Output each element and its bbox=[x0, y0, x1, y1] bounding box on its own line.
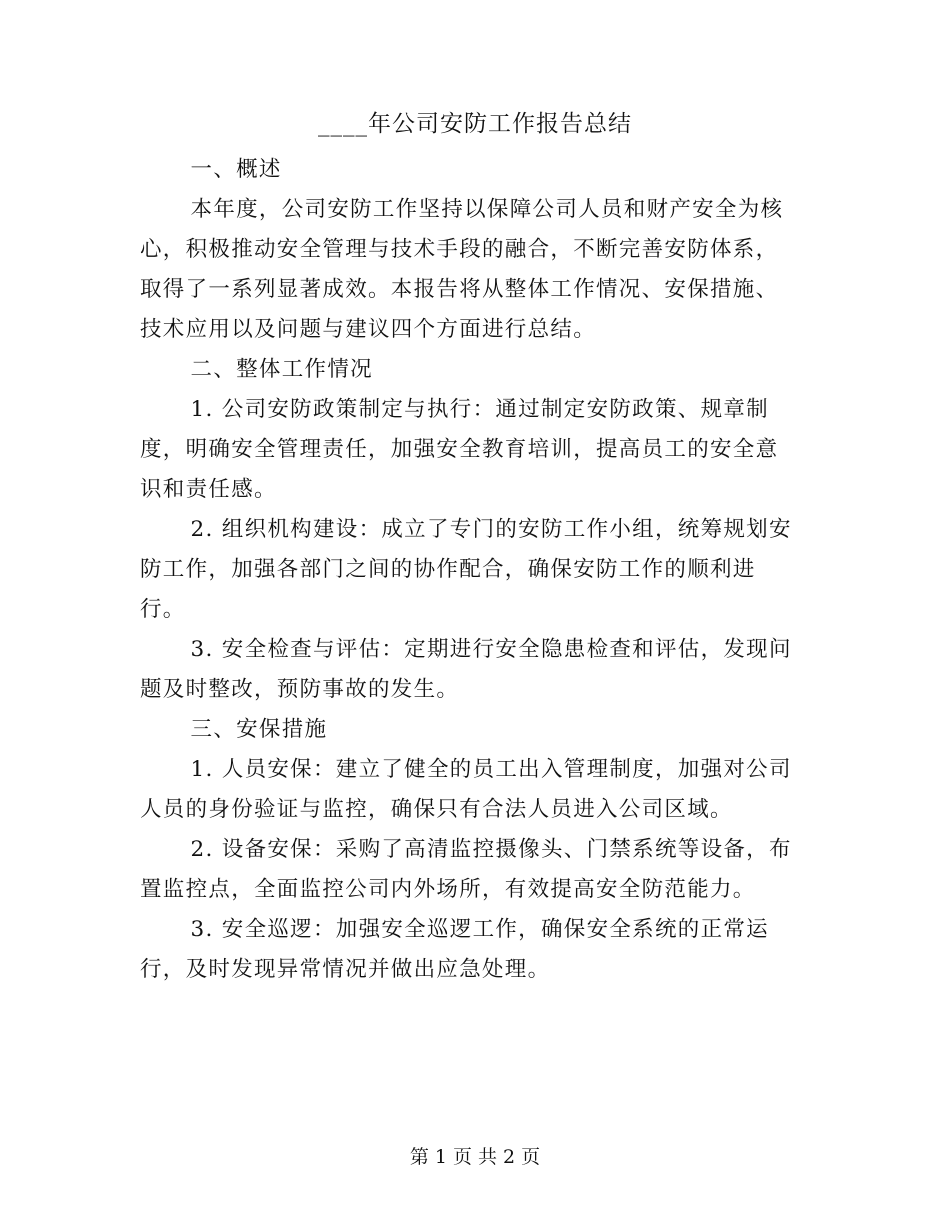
text-line: 人员的身份验证与监控，确保只有合法人员进入公司区域。 bbox=[140, 797, 733, 822]
text-line: 1. 人员安保：建立了健全的员工出入管理制度，加强对公司 bbox=[190, 757, 792, 782]
text-line: 2. 组织机构建设：成立了专门的安防工作小组，统筹规划安 bbox=[190, 517, 792, 542]
document-body bbox=[140, 150, 810, 990]
footer-prefix: 第 bbox=[409, 1146, 429, 1168]
section-heading-overview: 一、概述 bbox=[190, 157, 282, 182]
text-line: 置监控点，全面监控公司内外场所，有效提高安全防范能力。 bbox=[140, 877, 756, 902]
paragraph-policy bbox=[140, 390, 810, 510]
text-line: 2. 设备安保：采购了高清监控摄像头、门禁系统等设备，布 bbox=[190, 837, 792, 862]
document-title: ____年公司安防工作报告总结 bbox=[318, 111, 632, 137]
text-line: 技术应用以及问题与建议四个方面进行总结。 bbox=[140, 317, 597, 342]
text-line: 3. 安全检查与评估：定期进行安全隐患检查和评估，发现问 bbox=[190, 637, 792, 662]
footer-mid: 页 共 bbox=[452, 1146, 498, 1168]
text-line: 行，及时发现异常情况并做出应急处理。 bbox=[140, 957, 551, 982]
paragraph-organization bbox=[140, 510, 810, 630]
paragraph-equipment-security bbox=[140, 830, 810, 910]
section-heading-security-measures: 三、安保措施 bbox=[190, 717, 328, 742]
section-heading-overall-work: 二、整体工作情况 bbox=[190, 357, 373, 382]
page-footer bbox=[0, 1142, 950, 1172]
text-line: 题及时整改，预防事故的发生。 bbox=[140, 677, 460, 702]
text-line: 防工作，加强各部门之间的协作配合，确保安防工作的顺利进 bbox=[140, 557, 756, 582]
text-line: 1. 公司安防政策制定与执行：通过制定安防政策、规章制 bbox=[190, 397, 769, 422]
text-line: 度，明确安全管理责任，加强安全教育培训，提高员工的安全意 bbox=[140, 437, 779, 462]
text-line: 取得了一系列显著成效。本报告将从整体工作情况、安保措施、 bbox=[140, 277, 779, 302]
paragraph-inspection bbox=[140, 630, 810, 710]
paragraph-personnel-security bbox=[140, 750, 810, 830]
text-line: 本年度，公司安防工作坚持以保障公司人员和财产安全为核 bbox=[190, 197, 784, 222]
text-line: 心，积极推动安全管理与技术手段的融合，不断完善安防体系， bbox=[140, 237, 779, 262]
footer-suffix: 页 bbox=[521, 1146, 541, 1168]
text-line: 行。 bbox=[140, 597, 186, 622]
footer-page-number: 1 bbox=[434, 1146, 447, 1168]
paragraph-overview bbox=[140, 190, 810, 350]
text-line: 3. 安全巡逻：加强安全巡逻工作，确保安全系统的正常运 bbox=[190, 917, 769, 942]
text-line: 识和责任感。 bbox=[140, 477, 277, 502]
footer-total-pages: 2 bbox=[503, 1146, 516, 1168]
paragraph-patrol bbox=[140, 910, 810, 990]
